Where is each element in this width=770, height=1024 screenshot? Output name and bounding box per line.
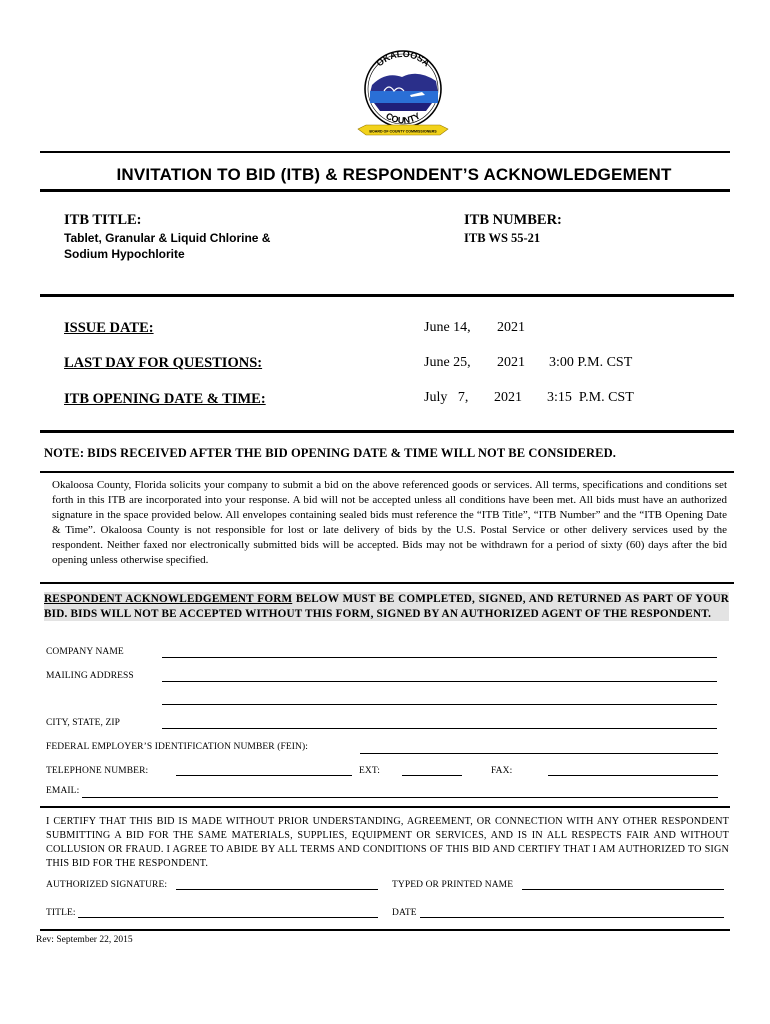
date-field[interactable]	[420, 917, 724, 918]
fein-field[interactable]	[360, 753, 718, 754]
questions-month-day: June 25,	[424, 355, 471, 370]
telephone-label: TELEPHONE NUMBER:	[46, 766, 149, 776]
signature-bottom-rule	[40, 929, 730, 931]
opening-year: 2021	[494, 390, 522, 405]
county-seal-logo	[356, 45, 450, 141]
ack-form-text: BELOW MUST BE COMPLETED, SIGNED, AND RETURNED AS PART OF YOUR BID. BIDS WILL NOT BE ACCEPTED WITHOUT THIS FORM, SIGNED BY AN AUTHORIZED AGENT OF THE RESPONDENT.	[44, 593, 729, 620]
itb-title-value-line2: Sodium Hypochlorite	[64, 247, 185, 261]
page-title: INVITATION TO BID (ITB) & RESPONDENT’S ACKNOWLEDGEMENT	[116, 165, 672, 184]
opening-month-day: July 7,	[424, 390, 469, 405]
company-name-label: COMPANY NAME	[46, 647, 124, 657]
paragraph-bottom-rule	[40, 582, 734, 584]
itb-number-label: ITB NUMBER:	[464, 212, 562, 228]
questions-label: LAST DAY FOR QUESTIONS:	[64, 355, 263, 371]
title-label: TITLE:	[46, 908, 76, 918]
title-field[interactable]	[78, 917, 378, 918]
typed-name-field[interactable]	[522, 889, 724, 890]
seal-banner-text: BOARD OF COUNTY COMMISSIONERS	[369, 129, 437, 134]
ack-form-name: RESPONDENT ACKNOWLEDGEMENT FORM	[44, 593, 293, 605]
questions-time: 3:00 P.M. CST	[549, 355, 633, 370]
fields-bottom-rule	[40, 806, 730, 808]
issue-date-month-day: June 14,	[424, 320, 471, 335]
fax-field[interactable]	[548, 775, 718, 776]
itb-title-value-line1: Tablet, Granular & Liquid Chlorine &	[64, 231, 271, 245]
seal-graphic	[356, 45, 450, 141]
city-state-zip-label: CITY, STATE, ZIP	[46, 718, 121, 728]
email-field[interactable]	[82, 797, 718, 798]
solicitation-paragraph: Okaloosa County, Florida solicits your company to submit a bid on the above referenced goods or services. All terms, specifications and conditions set forth in this ITB are incorporated into your response. A bid will not be accepted unless all conditions have been met. All bids must have an authorized signature in the space provided below. All envelopes containing sealed bids must reference the “ITB Title”, “ITB Number” and the “ITB Opening Date & Time”. Okaloosa County is not responsible for lost or late delivery of bids by the U.S. Postal Service or other delivery services used by the respondent. Neither faxed nor electronically submitted bids will be accepted. Bids may not be withdrawn for a period of sixty (60) days after the bid opening unless otherwise specified.	[52, 479, 727, 566]
questions-year: 2021	[497, 355, 525, 370]
issue-date-year: 2021	[497, 320, 525, 335]
ext-label: EXT:	[359, 766, 381, 776]
acknowledgement-instructions	[44, 592, 729, 621]
opening-time: 3:15 P.M. CST	[547, 390, 634, 405]
late-bid-note: NOTE: BIDS RECEIVED AFTER THE BID OPENING DATE & TIME WILL NOT BE CONSIDERED.	[44, 446, 616, 460]
mailing-address-field[interactable]	[162, 681, 717, 682]
city-state-zip-field[interactable]	[162, 728, 717, 729]
revision-date: Rev: September 22, 2015	[36, 935, 133, 945]
fein-label: FEDERAL EMPLOYER’S IDENTIFICATION NUMBER (FEIN):	[46, 742, 308, 752]
authorized-signature-label: AUTHORIZED SIGNATURE:	[46, 880, 168, 890]
ext-field[interactable]	[402, 775, 462, 776]
telephone-field[interactable]	[176, 775, 352, 776]
dates-bottom-rule	[40, 430, 734, 433]
typed-name-label: TYPED OR PRINTED NAME	[392, 880, 514, 890]
seal-bottom-text: COUNTY	[384, 110, 422, 126]
mailing-address-field-line2[interactable]	[162, 704, 717, 705]
itb-bottom-rule	[40, 294, 734, 297]
company-name-field[interactable]	[162, 657, 717, 658]
opening-label: ITB OPENING DATE & TIME:	[64, 391, 266, 407]
fax-label: FAX:	[491, 766, 513, 776]
authorized-signature-field[interactable]	[176, 889, 378, 890]
seal-top-text: OKALOOSA	[374, 48, 432, 69]
itb-title-label: ITB TITLE:	[64, 212, 142, 228]
itb-number-value: ITB WS 55-21	[464, 231, 541, 245]
date-label: DATE	[392, 908, 417, 918]
title-bottom-rule	[40, 189, 730, 192]
top-rule	[40, 151, 730, 153]
issue-date-label: ISSUE DATE:	[64, 320, 154, 336]
email-label: EMAIL:	[46, 786, 80, 796]
mailing-address-label: MAILING ADDRESS	[46, 671, 134, 681]
certification-statement: I CERTIFY THAT THIS BID IS MADE WITHOUT PRIOR UNDERSTANDING, AGREEMENT, OR CONNECTION WITH ANY OTHER RESPONDENT SUBMITTING A BID FOR THE SAME MATERIALS, SUPPLIES, EQUIPMENT OR SERVICES, AND IS IN ALL RESPECTS FAIR AND WITHOUT COLLUSION OR FRAUD. I AGREE TO ABIDE BY ALL TERMS AND CONDITIONS OF THIS BID AND CERTIFY THAT I AM AUTHORIZED TO SIGN THIS BID FOR THE RESPONDENT.	[46, 816, 729, 869]
note-bottom-rule	[40, 471, 734, 473]
